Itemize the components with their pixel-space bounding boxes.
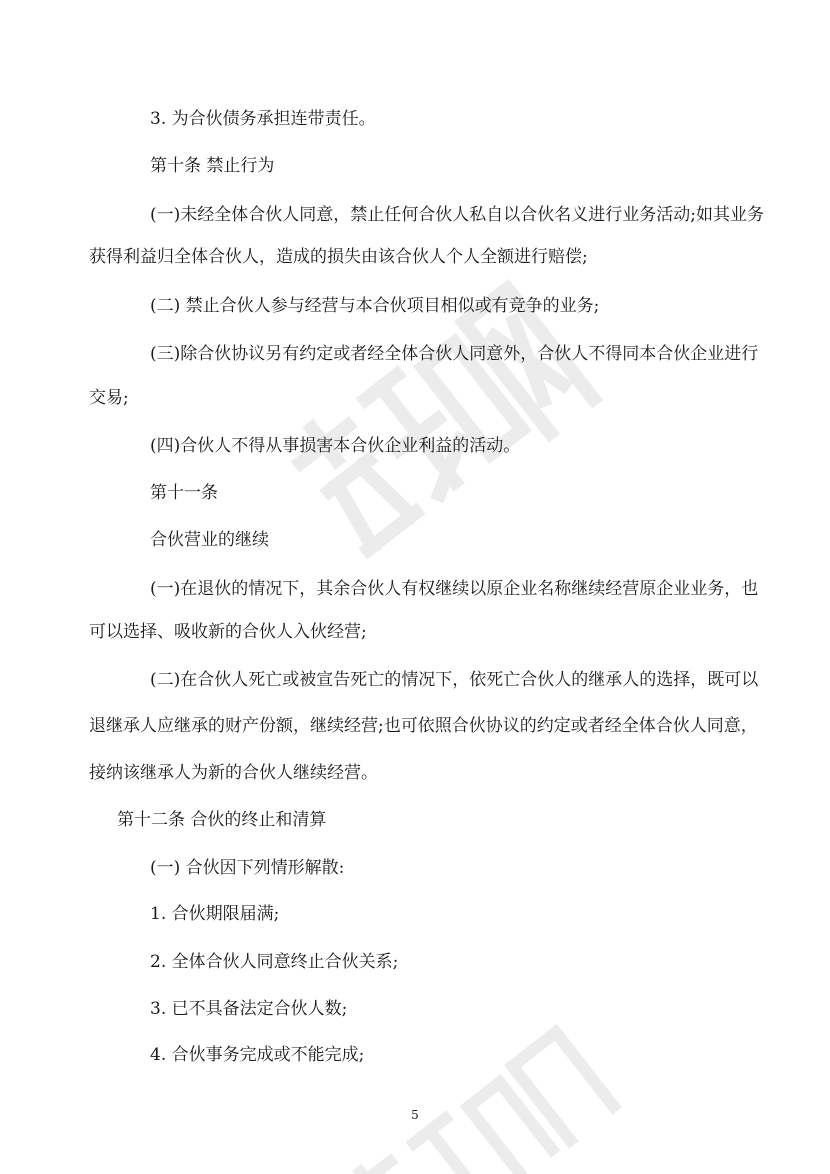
list-item: 4. 合伙事务完成或不能完成; [150,1045,365,1065]
paragraph-line: (一)在退伙的情况下，其余合伙人有权继续以原企业名称继续经营原企业业务，也 [150,579,759,599]
section-heading: 第十条 禁止行为 [150,156,275,176]
paragraph-line: (三)除合伙协议另有约定或者经全体合伙人同意外，合伙人不得同本合伙企业进行 [150,344,759,364]
paragraph-line: (四)合伙人不得从事损害本合伙企业利益的活动。 [150,436,521,456]
paragraph-line: 退继承人应继承的财产份额，继续经营;也可依照合伙协议的约定或者经全体合伙人同意， [89,716,758,736]
watermark-logo-icon [315,1010,625,1174]
section-subtitle: 合伙营业的继续 [150,530,269,550]
page-number: 5 [411,1108,419,1122]
list-item: 1. 合伙期限届满; [150,904,280,924]
list-item: 3. 已不具备法定合伙人数; [150,999,348,1019]
paragraph-line: 交易; [89,388,129,408]
section-heading: 第十一条 [150,483,218,503]
paragraph-line: (一)未经全体合伙人同意，禁止任何合伙人私自以合伙名义进行业务活动;如其业务 [150,205,764,225]
section-heading: 第十二条 合伙的终止和清算 [117,810,327,830]
paragraph-line: 获得利益归全体合伙人，造成的损失由该合伙人个人全额进行赔偿; [89,247,588,267]
paragraph-line: 3. 为合伙债务承担连带责任。 [150,109,376,129]
paragraph-line: 接纳该继承人为新的合伙人继续经营。 [89,763,378,783]
paragraph-line: (二)在合伙人死亡或被宣告死亡的情况下，依死亡合伙人的继承人的选择，既可以 [150,670,759,690]
paragraph-line: (二) 禁止合伙人参与经营与本合伙项目相似或有竞争的业务; [150,296,600,316]
paragraph-line: 可以选择、吸收新的合伙人入伙经营; [89,622,367,642]
list-item: 2. 全体合伙人同意终止合伙关系; [150,952,399,972]
paragraph-line: (一) 合伙因下列情形解散: [150,858,345,878]
